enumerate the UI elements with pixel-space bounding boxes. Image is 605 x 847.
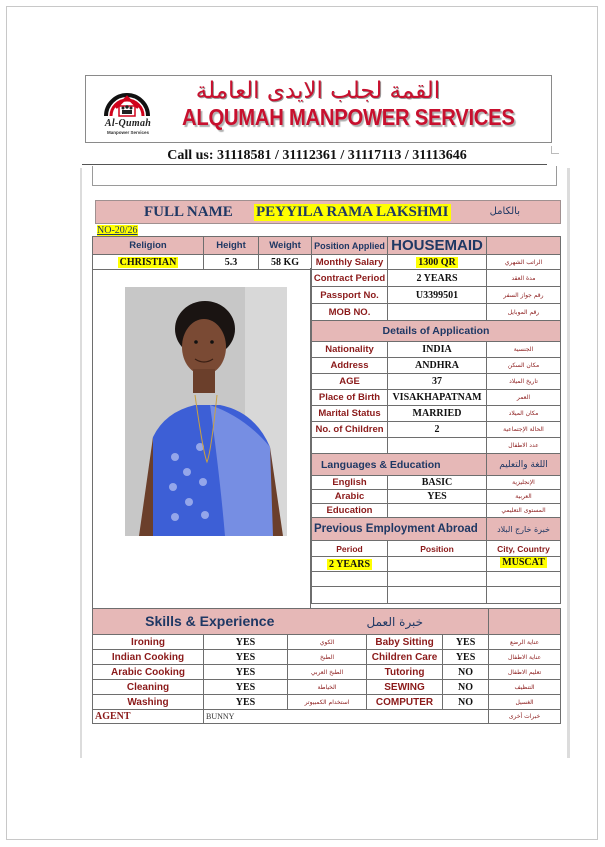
skill-label: SEWING [367,680,443,695]
basic-info-table [92,236,561,270]
company-logo [96,82,160,140]
skill-row [93,650,561,665]
contract-period-label: Contract Period [312,270,388,287]
skill-arabic: عناية الاطفال [489,650,561,665]
employment-period-text: 2 YEARS [328,558,371,570]
address-value: ANDHRA [388,358,487,374]
nationality-label: Nationality [312,342,388,358]
education-value [388,504,487,518]
skill-value: NO [443,695,489,710]
skills-table [92,608,561,724]
letterhead [85,75,552,143]
skill-arabic: التنظيف [489,680,561,695]
skills-header-end [489,609,561,635]
employment-period [312,587,388,604]
marital-status-label: Marital Status [312,406,388,422]
candidate-photo [125,287,287,536]
nationality-value: INDIA [388,342,487,358]
arabic-label: Arabic [312,490,388,504]
monthly-salary-label: Monthly Salary [312,255,388,270]
logo-subtitle: Manpower Services [106,130,150,135]
employment-row [312,557,561,572]
employment-position [388,572,487,587]
arabic-company-title: القمة لجلب الايدى العاملة [195,78,441,104]
skill-label: Indian Cooking [93,650,204,665]
agent-label: AGENT [93,710,204,724]
skill-label: Children Care [367,650,443,665]
person-photo-icon [125,287,287,536]
skill-row [93,695,561,710]
skills-title: Skills & Experience [145,612,275,629]
skill-label: Cleaning [93,680,204,695]
mob-no-arabic: رقم الموبايل [487,304,561,321]
religion-value-text: CHRISTIAN [119,256,177,268]
children-label: No. of Children [312,422,388,438]
weight-value: 58 KG [259,255,312,270]
employment-row [312,572,561,587]
languages-education-header: Languages & Education [312,454,487,476]
details-table [311,269,561,604]
education-arabic: المستوى التعليمي [487,504,561,518]
age-label: AGE [312,374,388,390]
skill-value: YES [204,695,288,710]
position-arabic-cell [487,237,561,255]
age-value: 37 [388,374,487,390]
skill-arabic: تعليم الاطفال [489,665,561,680]
skill-value: YES [204,665,288,680]
employment-period [312,557,388,572]
skill-label: Ironing [93,635,204,650]
skill-arabic: عناية الرضع [489,635,561,650]
skill-arabic: الطبخ [288,650,367,665]
skill-row [93,635,561,650]
place-of-birth-arabic: العمر [487,390,561,406]
period-header: Period [312,541,388,557]
skill-label: Arabic Cooking [93,665,204,680]
corner-mark [551,146,559,154]
passport-label: Passport No. [312,287,388,304]
mob-no-label: MOB NO. [312,304,388,321]
skill-value: YES [443,635,489,650]
employment-row [312,587,561,604]
house-arch-icon [102,82,152,118]
employment-city [487,572,561,587]
skill-arabic: الكوي [288,635,367,650]
skill-arabic: الطبخ العربي [288,665,367,680]
age-arabic: تاريخ الميلاد [487,374,561,390]
skill-arabic: الغسيل [489,695,561,710]
full-name-label: FULL NAME [144,204,233,220]
skill-label: Baby Sitting [367,635,443,650]
education-label: Education [312,504,388,518]
emp-position-header: Position [388,541,487,557]
header-divider [82,164,547,165]
skill-value: YES [204,650,288,665]
english-label: English [312,476,388,490]
skill-row [93,665,561,680]
previous-employment-header: Previous Employment Abroad [312,518,487,541]
english-value: BASIC [388,476,487,490]
full-name-value: PEYYILA RAMA LAKSHMI [256,204,449,220]
details-of-application-header: Details of Application [312,321,561,342]
employment-city-text: MUSCAT [502,557,545,568]
english-arabic: الإنجليزية [487,476,561,490]
height-header: Height [204,237,259,255]
skill-label: COMPUTER [367,695,443,710]
blank-detail-label [312,438,388,454]
arabic-arabic: العربية [487,490,561,504]
contract-period-value: 2 YEARS [388,270,487,287]
mob-no-value [388,304,487,321]
employment-position [388,587,487,604]
agent-value: BUNNY [204,710,489,724]
languages-education-arabic: اللغة والتعليم [487,454,561,476]
address-label: Address [312,358,388,374]
skill-value: NO [443,680,489,695]
position-applied-label: Position Applied [312,237,388,255]
passport-arabic: رقم جواز السفر [487,287,561,304]
skill-label: Tutoring [367,665,443,680]
children-arabic: الحالة الإجتماعية [487,422,561,438]
full-name-arabic: بالكامل [489,206,520,217]
arabic-value: YES [388,490,487,504]
employment-position [388,557,487,572]
skill-arabic: الخياطة [288,680,367,695]
children-value: 2 [388,422,487,438]
employment-period [312,572,388,587]
place-of-birth-label: Place of Birth [312,390,388,406]
nationality-arabic: الجنسية [487,342,561,358]
logo-script-text: Al-Qumah [104,118,152,129]
skills-arabic: خبرة العمل [367,609,489,635]
contract-period-arabic: مدة العقد [487,270,561,287]
position-applied-value: HOUSEMAID [388,237,487,255]
children-count-arabic: عدد الاطفال [487,438,561,454]
skill-value: NO [443,665,489,680]
monthly-salary-arabic: الراتب الشهري [487,255,561,270]
skill-value: YES [204,635,288,650]
marital-status-arabic: مكان الميلاد [487,406,561,422]
marital-status-value: MARRIED [388,406,487,422]
address-arabic: مكان السكن [487,358,561,374]
english-company-title: ALQUMAH MANPOWER SERVICES [182,104,515,130]
skill-row [93,680,561,695]
previous-employment-arabic: خبرة خارج البلاد [487,518,561,541]
blank-detail-value [388,438,487,454]
skill-value: YES [443,650,489,665]
skill-arabic: استخدام الكمبيوتر [288,695,367,710]
monthly-salary-value [388,255,487,270]
employment-city [487,587,561,604]
weight-header: Weight [259,237,312,255]
skill-value: YES [204,680,288,695]
full-name-bar [95,200,561,224]
skill-label: Washing [93,695,204,710]
monthly-salary-text: 1300 QR [418,256,456,268]
passport-value: U3399501 [388,287,487,304]
call-us-line: Call us: 31118581 / 31112361 / 31117113 / 31113646 [167,148,467,163]
reference-number: NO-20/26 [97,225,138,236]
city-country-header: City, Country [487,541,561,557]
height-value: 5.3 [204,255,259,270]
top-empty-box [92,166,557,186]
other-skills-arabic: خبرات أخرى [489,710,561,724]
skills-header [93,609,367,635]
place-of-birth-value: VISAKHAPATNAM [388,390,487,406]
religion-header: Religion [93,237,204,255]
employment-city [487,557,561,572]
